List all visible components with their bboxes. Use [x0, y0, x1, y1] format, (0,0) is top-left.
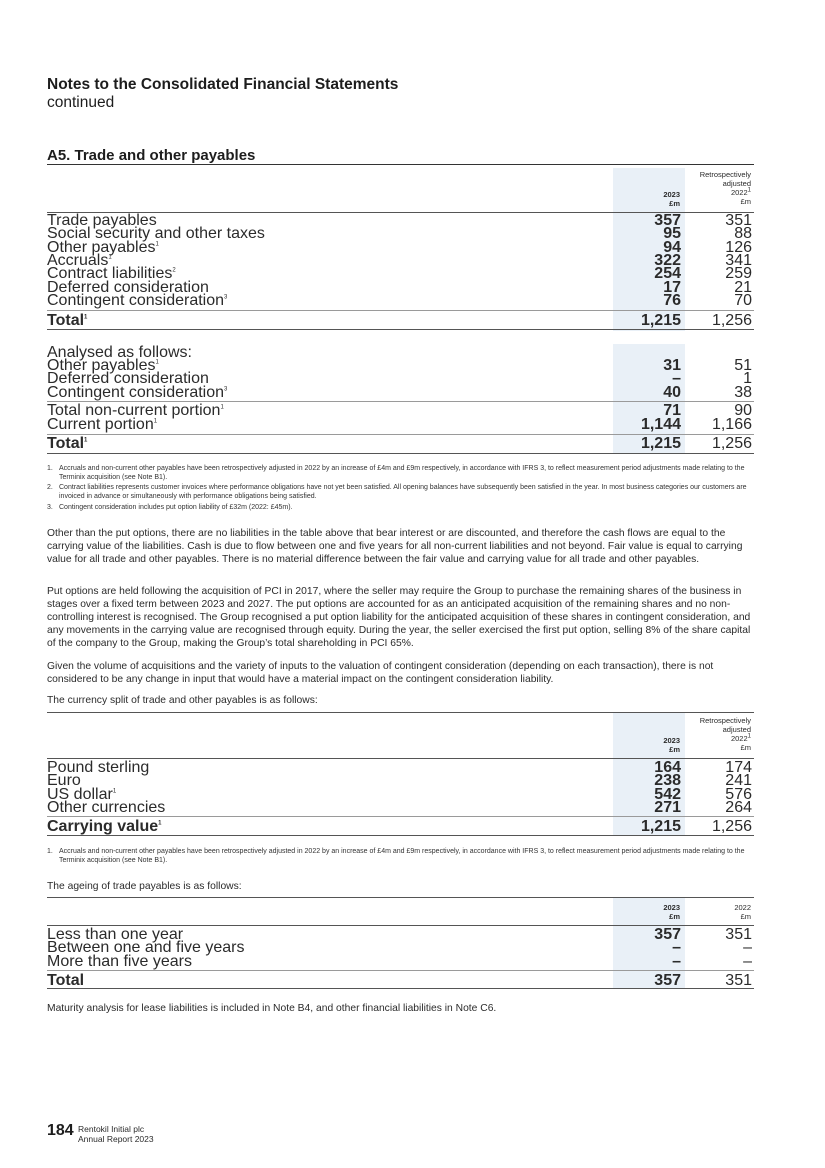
- row-label: Social security and other taxes: [47, 225, 265, 243]
- row-label: US dollar$^1$: [47, 785, 117, 803]
- value-2023: –: [672, 370, 681, 388]
- value-2023: 17: [663, 278, 681, 296]
- value-2022: 38: [734, 383, 752, 401]
- body-paragraph: Other than the put options, there are no liabilities in the table above that bear interest or are discounted, and therefore the cash flows are equal to the carrying value of the liabilities. Cash is due to flow between one and five years for all non-current liabilities and not beyond. Fair value is equal to carrying value for all trade and other payables. There is no material difference between the fair value and carrying value for all trade and other payables.: [47, 528, 743, 566]
- table-total-row: Carrying value$^1$ 1,215 1,256: [47, 818, 752, 835]
- row-label: Euro: [47, 772, 81, 790]
- report-page: [47, 0, 754, 1168]
- column-header-2023: 2023 £m: [663, 190, 680, 208]
- value-2023: 31: [663, 357, 681, 374]
- table-row: [47, 238, 754, 256]
- value-2023: 238: [654, 772, 681, 790]
- footnote: 2. Contract liabilities represents customer invoices where performance obligations have not yet been satisfied. All opening balances have subsequently been satisfied in the year. In most business categories our customers are invoiced in advance or simultaneously with performance obligations being satisfied.: [47, 484, 747, 500]
- value-2022: 174: [725, 759, 752, 776]
- value-2022: 90: [734, 402, 752, 419]
- row-label: Less than one year: [47, 926, 184, 943]
- value-2023: 322: [654, 251, 681, 269]
- page-subtitle: continued: [47, 94, 115, 111]
- footer-report: Annual Report 2023: [78, 1134, 154, 1144]
- column-header-2023: 2023 £m: [663, 903, 680, 921]
- row-label: Contingent consideration$^3$: [47, 291, 228, 309]
- footer-text: [78, 1124, 154, 1144]
- value-2022: 51: [734, 357, 752, 374]
- row-label: Deferred consideration: [47, 370, 209, 388]
- table-rule: [47, 758, 754, 759]
- value-2022: 351: [725, 212, 752, 229]
- page-title: Notes to the Consolidated Financial Statements: [47, 76, 399, 93]
- value-2022: 21: [734, 278, 752, 296]
- footnote: 3. Contingent consideration includes put option liability of £32m (2022: £45m).: [47, 504, 293, 511]
- value-2023: 271: [654, 798, 681, 816]
- table-rule: [47, 970, 754, 971]
- value-2023: 164: [654, 759, 681, 776]
- body-paragraph: Put options are held following the acquisition of PCI in 2017, where the seller may require the Group to purchase the remaining shares of the business in stages over a fixed term between 2023 and 2027. The put options are accounted for as an anticipated acquisition of the remaining shares and no non-controlling interest is recognised. The Group recognised a put option liability for the anticipated acquisition of these shares in contingent consideration, and any movements in the carrying value are recognised through equity. During the year, the seller exercised the first put option, selling 8% of the share capital of the company to the Group, making the Group’s total shareholding in PCI 65%.: [47, 586, 751, 650]
- footnote: 1. Accruals and non-current other payables have been retrospectively adjusted in 2022 by an increase of £4m and £9m respectively, in accordance with IFRS 3, to reflect measurement period adjustments made relating to the Terminix acquisition (see Note B1).: [47, 465, 745, 481]
- row-label: Pound sterling: [47, 759, 150, 776]
- value-2023: 1,144: [640, 416, 681, 433]
- value-2022: 576: [725, 785, 752, 803]
- row-label: Contract liabilities$^2$: [47, 265, 176, 283]
- value-2022: 351: [725, 926, 752, 943]
- body-paragraph: Maturity analysis for lease liabilities is included in Note B4, and other financial liabilities in Note C6.: [47, 1003, 497, 1014]
- table-rule: [47, 453, 754, 454]
- analysed-label: Analysed as follows:: [47, 344, 192, 361]
- table-rule: [47, 329, 754, 330]
- value-2023: 254: [654, 265, 681, 283]
- body-paragraph: Given the volume of acquisitions and the variety of inputs to the valuation of contingent consideration (depending on each transaction), there is not considered to be any change in input that would have a material impact on the contingent consideration liability.: [47, 661, 714, 686]
- table-rule: [47, 835, 754, 836]
- column-header-2022: Retrospectively adjusted 2022$^1$ £m: [699, 716, 751, 752]
- row-label: Between one and five years: [47, 939, 245, 957]
- value-2023: 76: [663, 291, 681, 309]
- table-row: [47, 761, 754, 774]
- value-2022: 241: [725, 772, 752, 790]
- value-2022: 126: [725, 238, 752, 256]
- section-title: A5. Trade and other payables: [47, 147, 754, 165]
- table-row: [47, 383, 754, 401]
- value-2023: 357: [654, 926, 681, 943]
- value-2022: –: [743, 952, 752, 970]
- value-2023: –: [672, 952, 681, 970]
- row-label: Contingent consideration$^3$: [47, 383, 228, 401]
- value-2022: 264: [725, 798, 752, 816]
- table-total-row: Total$^1$ 1,215 1,256: [47, 312, 752, 329]
- table-total-row: Total$^1$ 1,215 1,256: [47, 435, 752, 452]
- table-total-row: Total 357 351: [47, 972, 752, 989]
- row-label: Accruals$^1$: [47, 251, 112, 269]
- table-row: [47, 418, 754, 431]
- value-2022: 341: [725, 251, 752, 269]
- value-2022: 259: [725, 265, 752, 283]
- row-label: More than five years: [47, 952, 192, 970]
- table-row: [47, 291, 754, 309]
- row-label: Current portion$^1$: [47, 416, 158, 433]
- table-rule: [47, 816, 754, 817]
- row-label: Trade payables: [47, 212, 157, 229]
- table-row: [47, 772, 754, 790]
- page-number: 184: [47, 1122, 74, 1139]
- row-label: Deferred consideration: [47, 278, 209, 296]
- value-2022: 1,166: [711, 416, 752, 433]
- footnote: 1. Accruals and non-current other payables have been retrospectively adjusted in 2022 by an increase of £4m and £9m respectively, in accordance with IFRS 3, to reflect measurement period adjustments made relating to the Terminix acquisition (see Note B1).: [47, 848, 745, 864]
- column-header-2022: Retrospectively adjusted 2022$^1$ £m: [699, 170, 751, 206]
- row-label: Other payables$^1$: [47, 238, 159, 256]
- value-2023: 40: [663, 383, 681, 401]
- row-label: Other currencies: [47, 798, 166, 816]
- value-2023: 94: [663, 238, 681, 256]
- column-header-2023: 2023 £m: [663, 736, 680, 754]
- value-2022: 70: [734, 291, 752, 309]
- value-2023: 95: [663, 225, 681, 243]
- table-row: [47, 952, 754, 970]
- value-2022: 1: [743, 370, 752, 388]
- value-2023: –: [672, 939, 681, 957]
- body-paragraph: The ageing of trade payables is as follows:: [47, 881, 242, 892]
- row-label: Other payables$^1$: [47, 357, 159, 374]
- value-2022: –: [743, 939, 752, 957]
- value-2022: 88: [734, 225, 752, 243]
- footer-company: Rentokil Initial plc: [78, 1124, 145, 1134]
- value-2023: 357: [654, 212, 681, 229]
- column-header-2022: 2022 £m: [734, 903, 751, 921]
- body-paragraph: The currency split of trade and other payables is as follows:: [47, 695, 318, 706]
- table-row: [47, 798, 754, 816]
- value-2023: 542: [654, 785, 681, 803]
- row-label: Total non-current portion$^1$: [47, 402, 224, 419]
- table-rule: [47, 988, 754, 989]
- table-rule: [47, 310, 754, 311]
- value-2023: 71: [663, 402, 681, 419]
